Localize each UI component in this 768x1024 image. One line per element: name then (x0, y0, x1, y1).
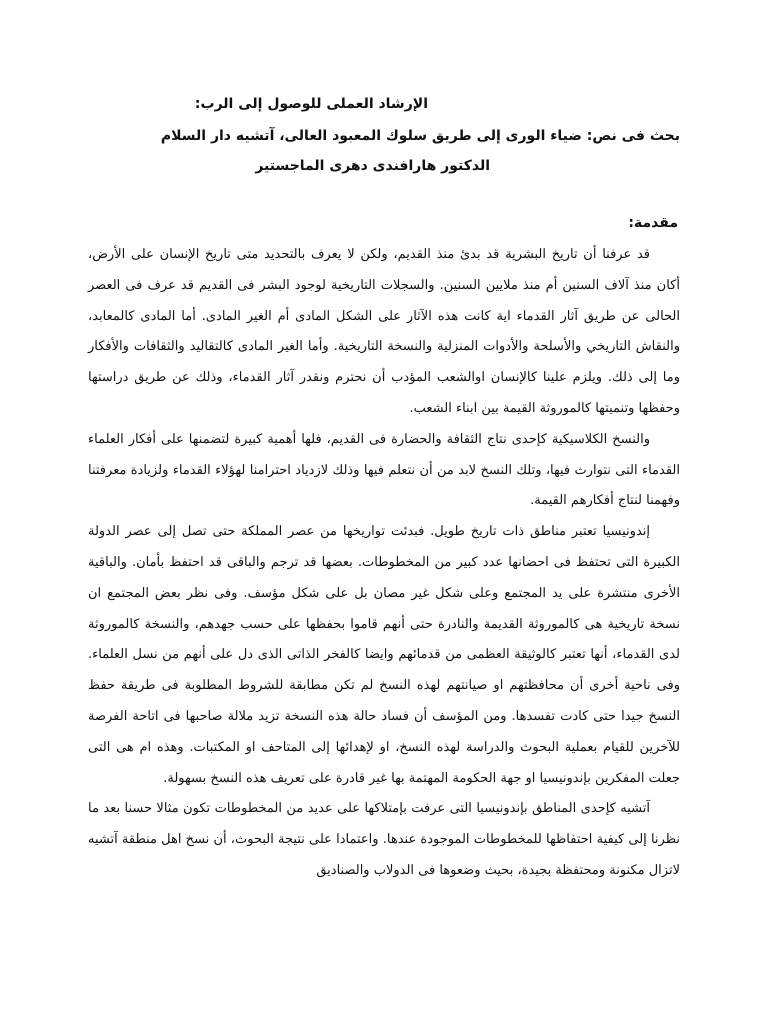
paragraph-2: والنسخ الكلاسيكية كإحدى نتاج الثقافة والحضارة فى القديم، فلها أهمية كبيرة لتضمنها على أفكار العلماء القدماء التى نتوارث فيها، وتلك النسخ لابد من أن نتعلم فيها وذلك لازدياد احترامنا لهؤلاء القدماء ولزيادة معرفتنا وفهمنا لنتاج أفكارهم القيمة. (88, 431, 680, 509)
intro-heading: مقدمة: (628, 215, 678, 231)
paragraph-3: إندونيسيا تعتبر مناطق ذات تاريخ طويل. فبدئت تواريخها من عصر المملكة حتى تصل إلى عصر الدولة الكبيرة التى تحتفظ فى احضانها عدد كبير من المخطوطات. بعضها قد ترجم والباقى قد احتفظ بأمان. والباقية الأخرى منتشرة على يد المجتمع وعلى شكل غير مصان بل على شكل مؤسف. وفى نظر بعض المجتمع ان نسخة تاريخية هى كالموروثة القديمة والنادرة حتى أنهم قاموا بحفظها على حسب جهدهم، والنسخة كالموروثة لدى القدماء، أنها تعتبر كالوثيقة العظمى من قدمائهم وايضا كالفخر الذاتى الذى دل على أنهم من نسل العلماء. وفى ناحية أخرى أن محافظتهم او صيانتهم لهذه النسخ لم تكن مطابقة للشروط المطلوبة فى طريقة حفظ النسخ جيدا حتى كادت تفسدها. ومن المؤسف أن فساد حالة هذه النسخة تزيد ملالة صاحبها فى اتاحة الفرصة للآخرين للقيام بعملية البحوث والدراسة لهذه النسخ، او لإهدائها إلى المتاحف او المكتبات. وهذه ام هى التى جعلت المفكرين بإندونيسيا او جهة الحكومة المهتمة بها غير قادرة على تعريف هذه النسخ بسهولة. (88, 524, 680, 786)
title-line-3: الدكتور هارافندى دهرى الماجستير (255, 158, 490, 174)
paragraph-1: قد عرفنا أن تاريخ البشرية قد بدئ منذ القديم، ولكن لا يعرف بالتحديد متى تاريخ الإنسان على الأرض، أكان منذ آلاف السنين أم منذ ملايين السنين. والسجلات التاريخية لوجود البشر فى القديم قد عرف فى العصر الحالى عن طريق آثار القدماء اية كانت هذه الآثار على الشكل المادى أم الغير المادى. أما المادى كالمعابد، والنقاش التاريخي والأسلحة والأدوات المنزلية والنسخة التاريخية. وأما الغير المادى كالتقاليد والثقافات والأفكار وما إلى ذلك. ويلزم علينا كالإنسان اوالشعب المؤدب أن نحترم ونقدر آثار القدماء، وذلك عن طريق دراستها وحفظها وتنميتها كالموروثة القيمة بين ابناء الشعب. (88, 247, 680, 416)
paragraph-4: آتشيه كإحدى المناطق بإندونيسيا التى عرفت بإمتلاكها على عديد من المخطوطات تكون مثالا حسنا بعد ما نظرنا إلى كيفية احتفاظها للمخطوطات الموجودة عندها. واعتمادا على نتيجة البحوث، أن نسخ اهل منطقة آتشيه لاتزال مكنونة ومحتفظة بجيدة، بحيث وضعوها فى الدولاب والصناديق (88, 801, 680, 878)
title-line-2: بحث فى نص: ضياء الورى إلى طريق سلوك المعبود العالى، آتشيه دار السلام (160, 128, 680, 144)
title-line-1: الإرشاد العملى للوصول إلى الرب: (194, 96, 428, 112)
body-text (88, 240, 680, 887)
